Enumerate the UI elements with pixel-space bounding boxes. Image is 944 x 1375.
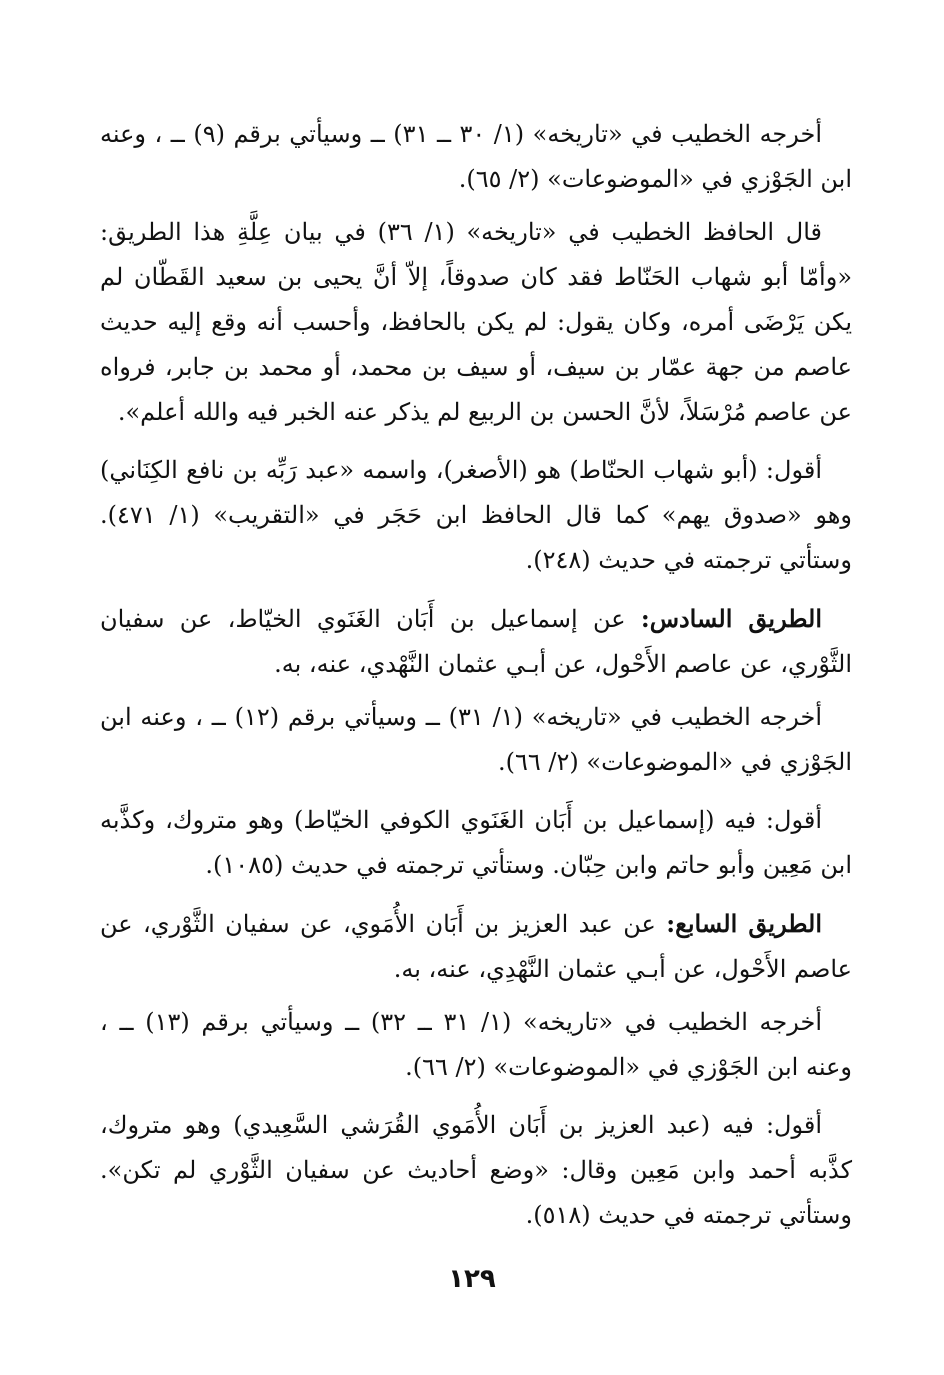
paragraph-khatib-quote <box>100 210 852 435</box>
paragraph-text: أخرجه الخطيب في «تاريخه» (١/ ٣١) ــ وسيأتي برقم (١٢) ــ ، وعنه ابن الجَوْزي في «الموضوعات» (٢/ ٦٦). <box>100 703 852 776</box>
paragraph-text: عن عبد العزيز بن أَبَان الأُمَوي، عن سفيان الثَّوْري، عن عاصم الأَحْول، عن أبـي عثمان النَّهْدِي، عنه، به. <box>100 910 852 983</box>
paragraph-comment-3 <box>100 1103 852 1238</box>
paragraph-route-6 <box>100 596 852 687</box>
paragraph-takhrij-1 <box>100 112 852 202</box>
paragraph-text: أقول: (أبو شهاب الحنّاط) هو (الأصغر)، واسمه «عبد رَبِّه بن نافع الكِنَاني) وهو «صدوق يهم» كما قال الحافظ ابن حَجَر في «التقريب» (١/ ٤٧١). وستأتي ترجمته في حديث (٢٤٨). <box>100 456 853 574</box>
paragraph-takhrij-2 <box>100 695 852 785</box>
section-heading: الطريق السادس: <box>640 604 822 633</box>
paragraph-route-7 <box>100 901 852 992</box>
paragraph-text: أخرجه الخطيب في «تاريخه» (١/ ٣٠ ــ ٣١) ــ وسيأتي برقم (٩) ــ ، وعنه ابن الجَوْزي في «الموضوعات» (٢/ ٦٥). <box>100 120 852 193</box>
paragraph-text: عن إسماعيل بن أَبَان الغَنَوي الخيّاط، عن سفيان الثَّوْري، عن عاصم الأَحْول، عن أبـي عثمان النَّهْدي، عنه، به. <box>100 605 852 678</box>
paragraph-comment-1 <box>100 448 852 583</box>
paragraph-comment-2 <box>100 798 852 888</box>
page-number: ١٢٩ <box>448 1264 496 1294</box>
paragraph-text: أقول: فيه (إسماعيل بن أَبَان الغَنَوي الكوفي الخيّاط) وهو متروك، وكذَّبه ابن مَعِين وأبو حاتم وابن حِبّان. وستأتي ترجمته في حديث (١٠٨٥). <box>100 806 852 879</box>
paragraph-text: قال الحافظ الخطيب في «تاريخه» (١/ ٣٦) في بيان عِلَّةِ هذا الطريق: «وأمّا أبو شهاب الحَنّاط فقد كان صدوقاً، إلاّ أنَّ يحيى بن سعيد القَطّان لم يكن يَرْضَى أمره، وكان يقول: لم يكن بالحافظ، وأحسب أنه وقع إليه حديث عاصم من جهة عمّار بن سيف، أو سيف بن محمد، أو محمد بن جابر، فرواه عن عاصم مُرْسَلاً، لأنَّ الحسن بن الربيع لم يذكر عنه الخبر فيه والله أعلم». <box>100 218 852 426</box>
paragraph-takhrij-3 <box>100 1000 852 1090</box>
section-heading: الطريق السابع: <box>666 909 822 938</box>
paragraph-text: أخرجه الخطيب في «تاريخه» (١/ ٣١ ــ ٣٢) ــ وسيأتي برقم (١٣) ــ ، وعنه ابن الجَوْزي في «الموضوعات» (٢/ ٦٦). <box>100 1008 852 1081</box>
body-text <box>100 112 852 1251</box>
paragraph-text: أقول: فيه (عبد العزيز بن أَبَان الأُمَوي القُرَشي السَّعِيدي) وهو متروك، كذَّبه أحمد وابن مَعِين وقال: «وضع أحاديث عن سفيان الثَّوْري لم تكن». وستأتي ترجمته في حديث (٥١٨). <box>100 1111 852 1229</box>
